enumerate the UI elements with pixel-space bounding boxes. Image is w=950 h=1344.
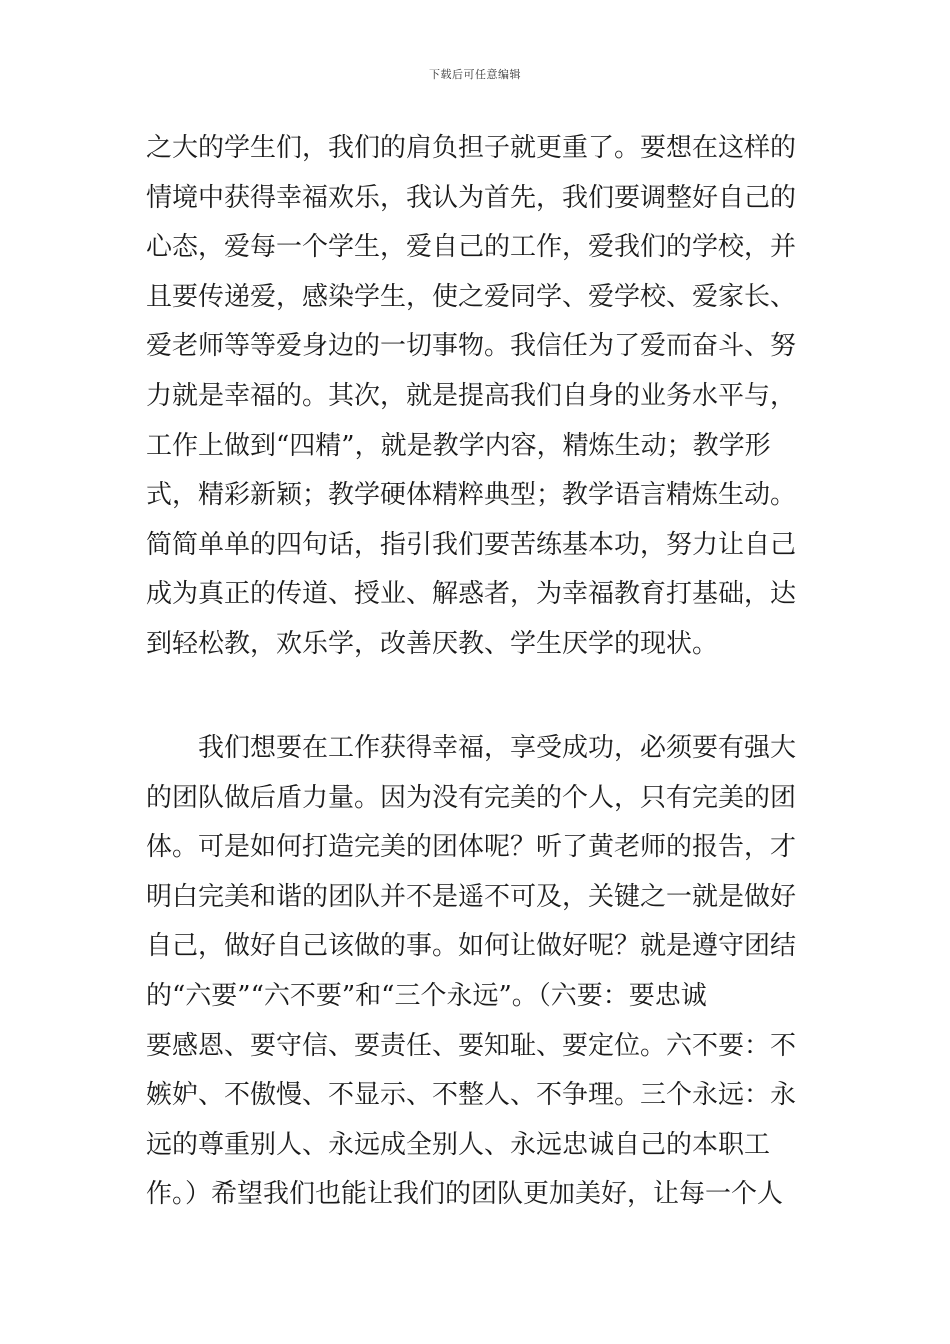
page-header-note: 下载后可任意编辑 xyxy=(429,68,521,81)
text-line: 简简单单的四句话，指引我们要苦练基本功，努力让自己 xyxy=(146,529,797,560)
text-line: 成为真正的传道、授业、解惑者，为幸福教育打基础，达 xyxy=(146,579,797,610)
paragraph-1 xyxy=(146,124,806,670)
text-line: 的团队做后盾力量。因为没有完美的个人，只有完美的团 xyxy=(146,782,797,813)
text-line: 且要传递爱，感染学生，使之爱同学、爱学校、爱家长、 xyxy=(146,281,797,312)
text-line: 的“六要”“六不要”和“三个永远”。（六要：要忠诚 xyxy=(146,980,707,1011)
text-line: 力就是幸福的。其次，就是提高我们自身的业务水平与， xyxy=(146,380,797,411)
text-line: 要感恩、要守信、要责任、要知耻、要定位。六不要：不 xyxy=(146,1030,797,1061)
text-line: 到轻松教，欢乐学，改善厌教、学生厌学的现状。 xyxy=(146,628,719,659)
text-line-indented: 我们想要在工作获得幸福，享受成功，必须要有强大 xyxy=(198,733,797,763)
text-line: 远的尊重别人、永远成全别人、永远忠诚自己的本职工 xyxy=(146,1129,771,1160)
text-line: 之大的学生们，我们的肩负担子就更重了。要想在这样的 xyxy=(146,133,797,163)
text-line: 工作上做到“四精”，就是教学内容，精炼生动；教学形 xyxy=(146,430,771,461)
text-line: 爱老师等等爱身边的一切事物。我信任为了爱而奋斗、努 xyxy=(146,331,797,362)
paragraph-2 xyxy=(146,724,806,1220)
text-line: 心态，爱每一个学生，爱自己的工作，爱我们的学校，并 xyxy=(146,232,797,263)
text-line: 明白完美和谐的团队并不是遥不可及，关键之一就是做好 xyxy=(146,881,797,912)
text-line: 作。）希望我们也能让我们的团队更加美好，让每一个人 xyxy=(146,1179,784,1210)
text-line: 体。可是如何打造完美的团体呢？听了黄老师的报告，才 xyxy=(146,832,797,863)
text-line: 情境中获得幸福欢乐，我认为首先，我们要调整好自己的 xyxy=(146,182,797,213)
text-line: 式，精彩新颖；教学硬体精粹典型；教学语言精炼生动。 xyxy=(146,480,797,511)
text-line: 嫉妒、不傲慢、不显示、不整人、不争理。三个永远：永 xyxy=(146,1080,797,1111)
text-line: 自己，做好自己该做的事。如何让做好呢？就是遵守团结 xyxy=(146,931,797,962)
